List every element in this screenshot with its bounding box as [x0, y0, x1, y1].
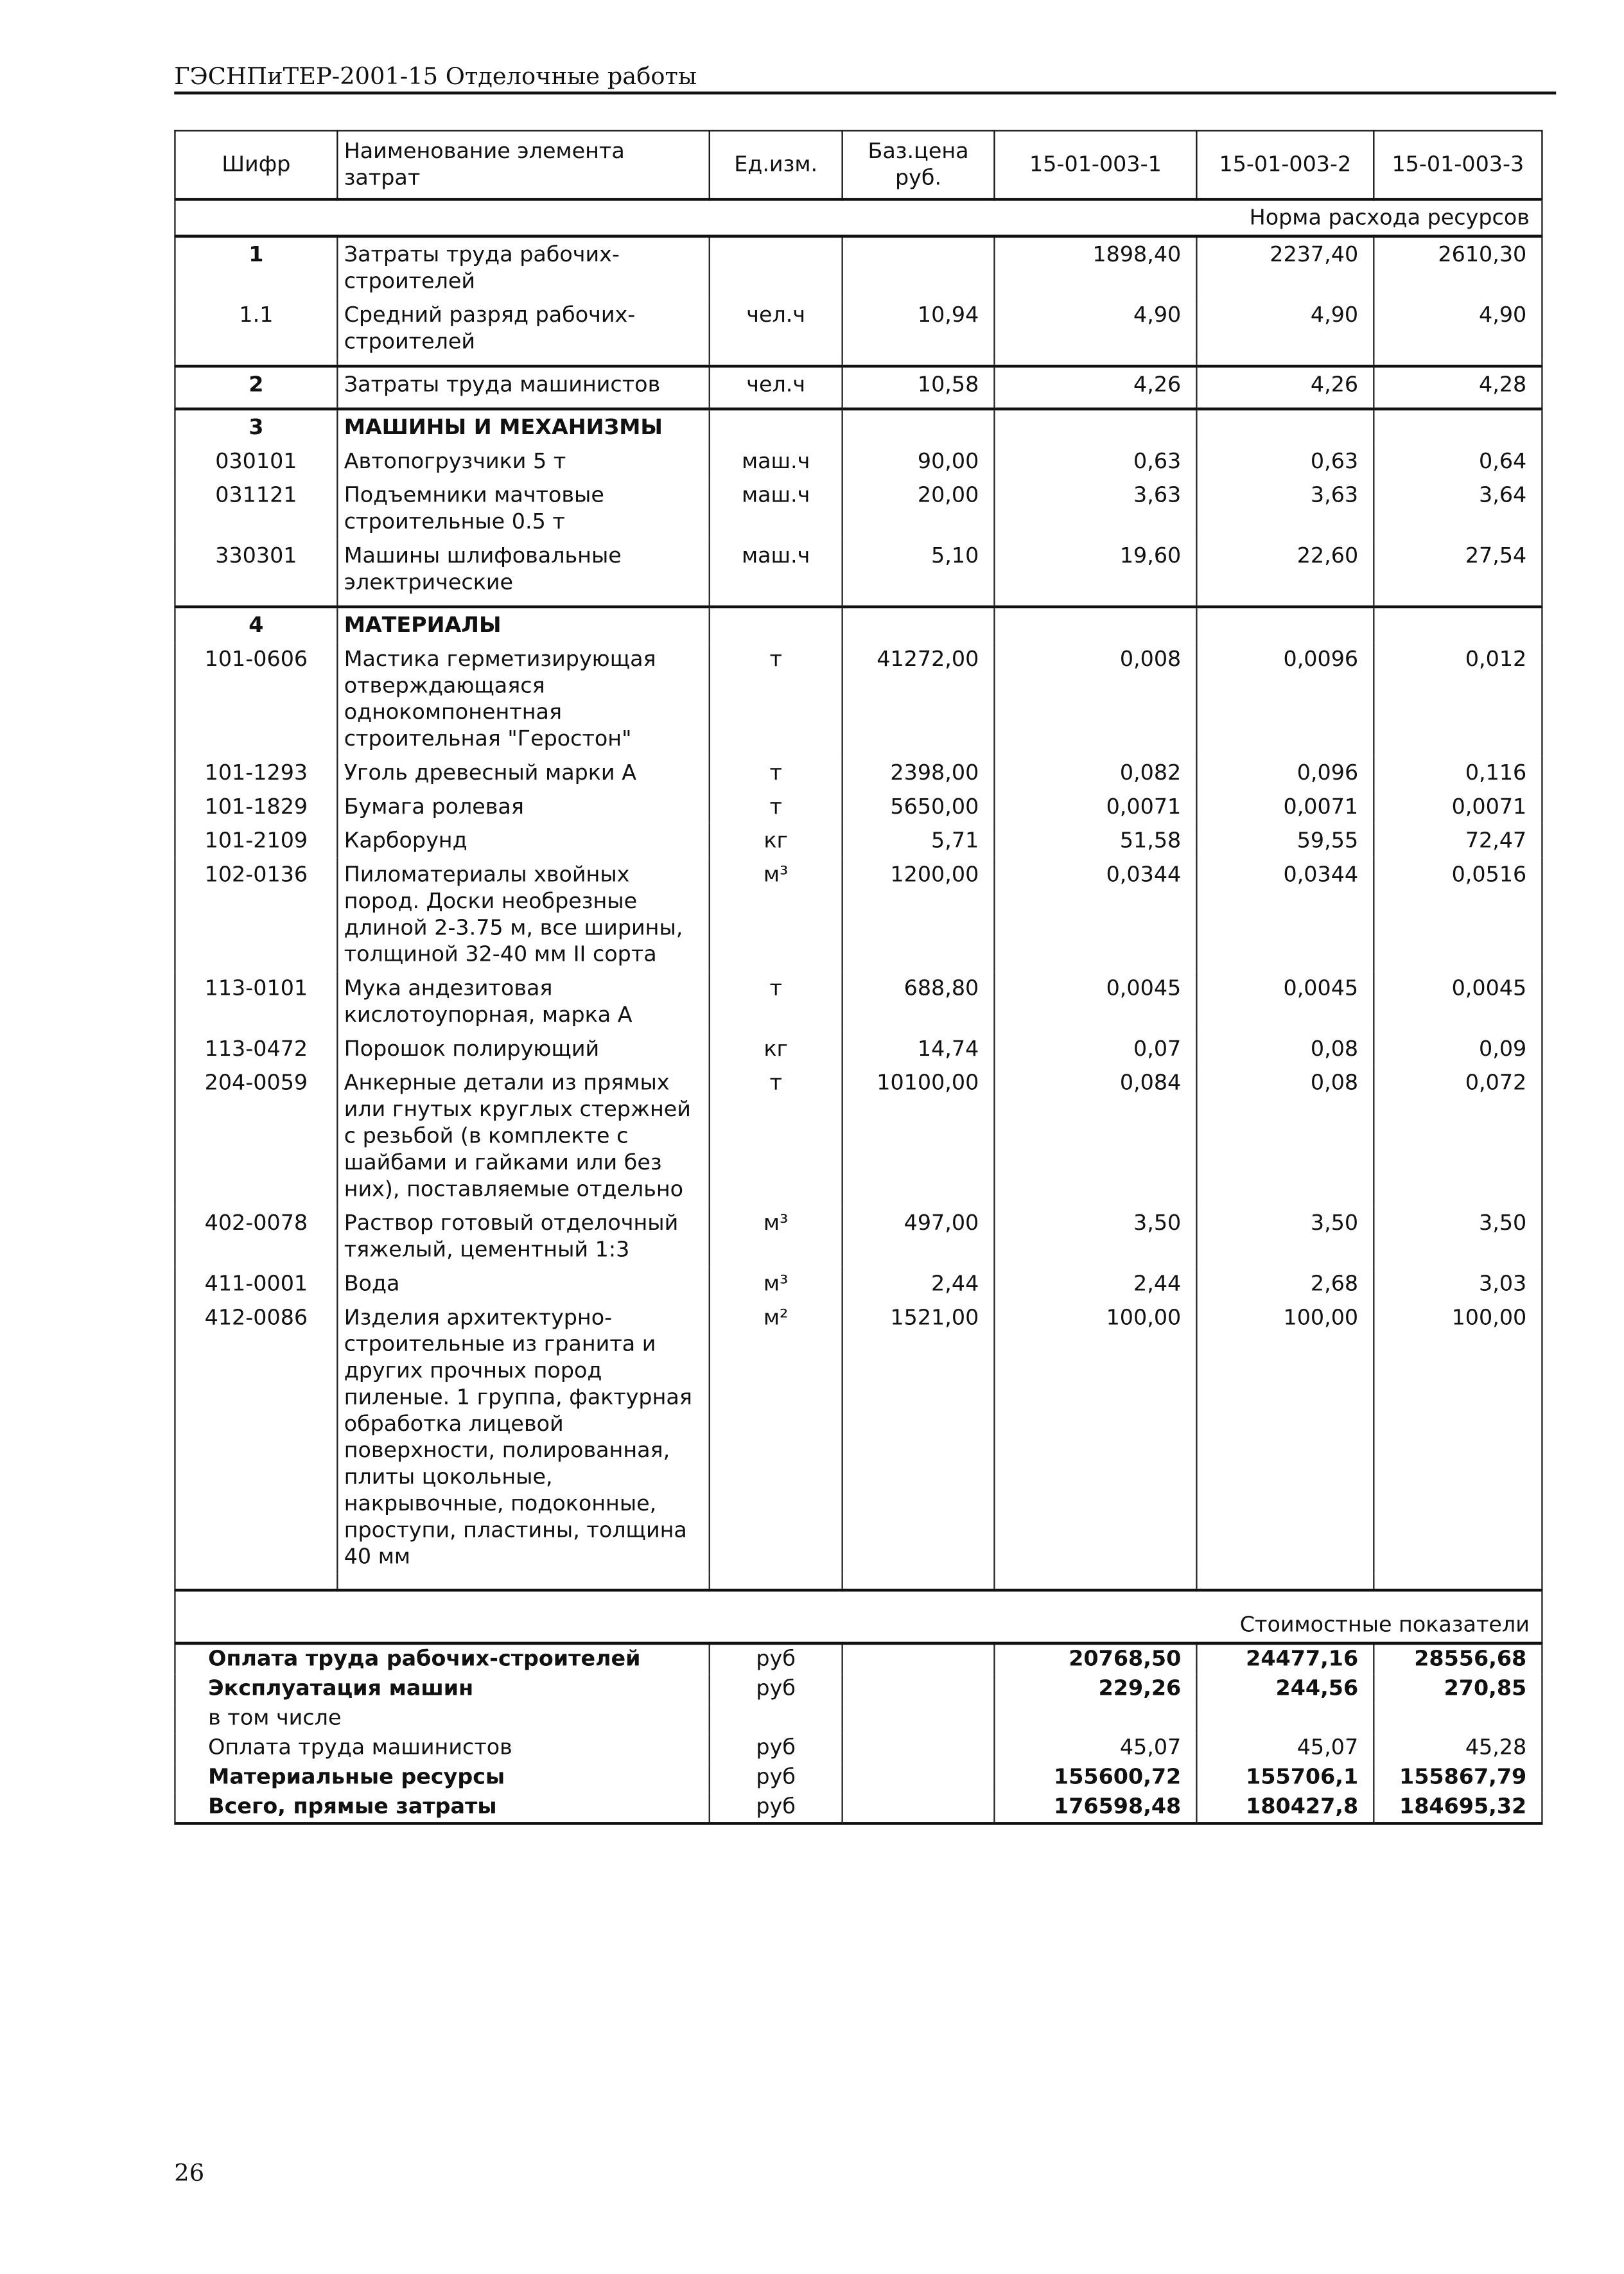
table-row	[175, 972, 1542, 1032]
value-15-01-003-3: 4,90	[1374, 298, 1542, 358]
spacer-cell	[994, 359, 1196, 366]
table-row	[175, 366, 1542, 401]
cost-15-01-003-3-text: 270,85	[1444, 1677, 1527, 1701]
value-15-01-003-2: 0,08	[1196, 1066, 1374, 1206]
column-header: Наименование элемента затрат	[337, 130, 709, 199]
base-price: 497,00	[843, 1206, 995, 1266]
unit: т	[710, 790, 843, 824]
value-15-01-003-3: 0,072	[1374, 1066, 1542, 1206]
base-price: 1200,00	[843, 858, 995, 972]
unit: м³	[710, 858, 843, 972]
cost-15-01-003-2: 45,07	[1196, 1733, 1374, 1763]
base-price: 1521,00	[843, 1301, 995, 1574]
spacer-cell	[337, 599, 709, 606]
cost-unit: руб	[710, 1733, 843, 1763]
base-price	[843, 607, 995, 642]
value-15-01-003-3	[1374, 607, 1542, 642]
cost-row	[175, 1763, 1542, 1792]
spacer-cell	[337, 401, 709, 408]
table-row	[175, 478, 1542, 539]
column-header: 15-01-003-2	[1196, 130, 1374, 199]
table-row	[175, 642, 1542, 756]
cost-15-01-003-2	[1196, 1704, 1374, 1733]
unit: маш.ч	[710, 444, 843, 478]
spacer-cell	[710, 401, 843, 408]
cost-section-title: Стоимостные показатели	[175, 1590, 1542, 1643]
cost-15-01-003-2	[1196, 1674, 1374, 1704]
value-15-01-003-2: 0,096	[1196, 756, 1374, 790]
cost-empty	[843, 1792, 995, 1823]
cost-15-01-003-1: 45,07	[994, 1733, 1196, 1763]
resource-name-text: МАШИНЫ И МЕХАНИЗМЫ	[344, 416, 663, 441]
unit	[710, 409, 843, 444]
running-header: ГЭСНПиТЕР-2001-15 Отделочные работы	[174, 62, 697, 91]
cost-15-01-003-1-text: 20768,50	[1069, 1647, 1182, 1672]
cost-name	[175, 1792, 709, 1823]
resource-name: Раствор готовый отделочный тяжелый, цементный 1:3	[337, 1206, 709, 1266]
table-row	[175, 824, 1542, 858]
cost-name	[175, 1763, 709, 1792]
page-number: 26	[174, 2158, 205, 2187]
resource-code: 030101	[175, 444, 337, 478]
table-row	[175, 858, 1542, 972]
value-15-01-003-1	[994, 607, 1196, 642]
spacer-cell	[710, 359, 843, 366]
base-price: 2398,00	[843, 756, 995, 790]
value-15-01-003-1: 4,90	[994, 298, 1196, 358]
cost-15-01-003-3	[1374, 1704, 1542, 1733]
cost-15-01-003-1-text: 229,26	[1098, 1677, 1182, 1701]
value-15-01-003-3: 2610,30	[1374, 236, 1542, 299]
cost-name-text: Материальные ресурсы	[208, 1765, 505, 1790]
base-price: 14,74	[843, 1032, 995, 1066]
value-15-01-003-3: 0,0516	[1374, 858, 1542, 972]
spacer-cell	[843, 401, 995, 408]
unit	[710, 236, 843, 299]
unit: чел.ч	[710, 366, 843, 401]
value-15-01-003-1: 19,60	[994, 539, 1196, 599]
cost-15-01-003-2	[1196, 1643, 1374, 1674]
cost-15-01-003-2-text: 155706,1	[1246, 1765, 1359, 1790]
table-row	[175, 607, 1542, 642]
cost-empty	[843, 1733, 995, 1763]
value-15-01-003-1: 0,0045	[994, 972, 1196, 1032]
resource-name	[337, 409, 709, 444]
column-header: Баз.цена руб.	[843, 130, 995, 199]
spacer-cell	[994, 401, 1196, 408]
value-15-01-003-1: 1898,40	[994, 236, 1196, 299]
resource-code-text: 2	[249, 373, 264, 398]
base-price	[843, 409, 995, 444]
value-15-01-003-2: 100,00	[1196, 1301, 1374, 1574]
resource-name: Карборунд	[337, 824, 709, 858]
cost-empty	[843, 1704, 995, 1733]
spacer-cell	[1196, 401, 1374, 408]
cost-15-01-003-2-text: 180427,8	[1246, 1795, 1359, 1819]
section-row	[175, 1590, 1542, 1643]
column-header: Шифр	[175, 130, 337, 199]
value-15-01-003-1: 0,082	[994, 756, 1196, 790]
table-row	[175, 1267, 1542, 1301]
resource-code: 411-0001	[175, 1267, 337, 1301]
unit: м³	[710, 1267, 843, 1301]
spacer-row	[175, 599, 1542, 606]
value-15-01-003-3: 100,00	[1374, 1301, 1542, 1574]
value-15-01-003-2: 0,0071	[1196, 790, 1374, 824]
resource-code	[175, 409, 337, 444]
resource-name: Мастика герметизирующая отверждающаяся однокомпонентная строительная "Геростон"	[337, 642, 709, 756]
cost-name: в том числе	[175, 1704, 709, 1733]
unit: чел.ч	[710, 298, 843, 358]
spacer-cell	[175, 359, 337, 366]
value-15-01-003-2: 0,0045	[1196, 972, 1374, 1032]
value-15-01-003-2: 3,50	[1196, 1206, 1374, 1266]
unit: маш.ч	[710, 478, 843, 539]
resource-name: Затраты труда рабочих-строителей	[337, 236, 709, 299]
resource-code-text: 1	[249, 243, 264, 268]
unit: кг	[710, 824, 843, 858]
unit: т	[710, 642, 843, 756]
base-price: 5,71	[843, 824, 995, 858]
value-15-01-003-1: 0,084	[994, 1066, 1196, 1206]
value-15-01-003-2: 0,0096	[1196, 642, 1374, 756]
resource-code	[175, 607, 337, 642]
cost-15-01-003-1	[994, 1643, 1196, 1674]
value-15-01-003-3	[1374, 409, 1542, 444]
cost-15-01-003-1	[994, 1704, 1196, 1733]
cost-15-01-003-2-text: 244,56	[1275, 1677, 1359, 1701]
base-price: 41272,00	[843, 642, 995, 756]
value-15-01-003-3: 0,09	[1374, 1032, 1542, 1066]
cost-row	[175, 1643, 1542, 1674]
column-header: 15-01-003-3	[1374, 130, 1542, 199]
spacer-cell	[994, 599, 1196, 606]
value-15-01-003-1: 0,0344	[994, 858, 1196, 972]
spacer-cell	[175, 1574, 337, 1590]
base-price: 10100,00	[843, 1066, 995, 1206]
cost-name	[175, 1674, 709, 1704]
resource-name: Вода	[337, 1267, 709, 1301]
value-15-01-003-3: 72,47	[1374, 824, 1542, 858]
spacer-cell	[175, 599, 337, 606]
resource-code: 402-0078	[175, 1206, 337, 1266]
cost-15-01-003-1-text: 155600,72	[1054, 1765, 1182, 1790]
resource-name: Уголь древесный марки А	[337, 756, 709, 790]
resource-name	[337, 607, 709, 642]
resource-name: Затраты труда машинистов	[337, 366, 709, 401]
value-15-01-003-1: 0,008	[994, 642, 1196, 756]
value-15-01-003-2	[1196, 607, 1374, 642]
resource-name: Подъемники мачтовые строительные 0.5 т	[337, 478, 709, 539]
spacer-cell	[175, 401, 337, 408]
value-15-01-003-3: 4,28	[1374, 366, 1542, 401]
resource-name: Порошок полирующий	[337, 1032, 709, 1066]
value-15-01-003-3: 3,03	[1374, 1267, 1542, 1301]
value-15-01-003-1: 0,07	[994, 1032, 1196, 1066]
resource-code: 102-0136	[175, 858, 337, 972]
cost-15-01-003-2	[1196, 1763, 1374, 1792]
resource-name: Изделия архитектурно-строительные из гранита и других прочных пород пиленые. 1 группа, фактурная обработка лицевой поверхности, полированная, плиты цокольные, накрывочные, подоконные, проступи, пластины, толщина 40 мм	[337, 1301, 709, 1574]
cost-15-01-003-3	[1374, 1643, 1542, 1674]
cost-15-01-003-3	[1374, 1792, 1542, 1823]
spacer-cell	[1374, 401, 1542, 408]
resource-name-text: МАТЕРИАЛЫ	[344, 614, 502, 638]
resource-code: 113-0101	[175, 972, 337, 1032]
cost-name	[175, 1643, 709, 1674]
resource-name: Пиломатериалы хвойных пород. Доски необрезные длиной 2-3.75 м, все ширины, толщиной 32-40 мм II сорта	[337, 858, 709, 972]
resource-code: 113-0472	[175, 1032, 337, 1066]
cost-15-01-003-3: 45,28	[1374, 1733, 1542, 1763]
value-15-01-003-2: 0,0344	[1196, 858, 1374, 972]
spacer-cell	[337, 359, 709, 366]
value-15-01-003-3: 3,50	[1374, 1206, 1542, 1266]
cost-row	[175, 1733, 1542, 1763]
value-15-01-003-1: 4,26	[994, 366, 1196, 401]
unit: т	[710, 1066, 843, 1206]
value-15-01-003-3: 0,0045	[1374, 972, 1542, 1032]
value-15-01-003-1: 0,0071	[994, 790, 1196, 824]
spacer-cell	[337, 1574, 709, 1590]
norm-section-title: Норма расхода ресурсов	[175, 199, 1542, 236]
value-15-01-003-2: 2,68	[1196, 1267, 1374, 1301]
value-15-01-003-2: 2237,40	[1196, 236, 1374, 299]
cost-empty	[843, 1674, 995, 1704]
value-15-01-003-1: 0,63	[994, 444, 1196, 478]
cost-name-text: Эксплуатация машин	[208, 1677, 474, 1701]
resource-name: Анкерные детали из прямых или гнутых круглых стержней с резьбой (в комплекте с шайбами и гайками или без них), поставляемые отдельно	[337, 1066, 709, 1206]
cost-15-01-003-3-text: 155867,79	[1399, 1765, 1527, 1790]
unit: м²	[710, 1301, 843, 1574]
value-15-01-003-2: 22,60	[1196, 539, 1374, 599]
cost-15-01-003-1	[994, 1674, 1196, 1704]
value-15-01-003-1: 3,63	[994, 478, 1196, 539]
cost-15-01-003-3-text: 28556,68	[1414, 1647, 1527, 1672]
spacer-cell	[994, 1574, 1196, 1590]
resource-name: Средний разряд рабочих-строителей	[337, 298, 709, 358]
cost-unit: руб	[710, 1763, 843, 1792]
spacer-cell	[843, 599, 995, 606]
cost-15-01-003-2-text: 24477,16	[1246, 1647, 1359, 1672]
base-price: 10,58	[843, 366, 995, 401]
unit: маш.ч	[710, 539, 843, 599]
value-15-01-003-3: 0,116	[1374, 756, 1542, 790]
base-price	[843, 236, 995, 299]
spacer-cell	[1374, 359, 1542, 366]
value-15-01-003-2: 4,26	[1196, 366, 1374, 401]
table-row	[175, 1066, 1542, 1206]
cost-15-01-003-1	[994, 1763, 1196, 1792]
value-15-01-003-3: 0,012	[1374, 642, 1542, 756]
base-price: 90,00	[843, 444, 995, 478]
table-row	[175, 236, 1542, 299]
value-15-01-003-2: 0,63	[1196, 444, 1374, 478]
table-header-row	[175, 130, 1542, 199]
resource-name: Автопогрузчики 5 т	[337, 444, 709, 478]
unit	[710, 607, 843, 642]
spacer-cell	[1196, 359, 1374, 366]
header-rule	[174, 92, 1556, 95]
cost-unit	[710, 1704, 843, 1733]
cost-name-text: Всего, прямые затраты	[208, 1795, 497, 1819]
cost-15-01-003-3	[1374, 1674, 1542, 1704]
base-price: 5,10	[843, 539, 995, 599]
value-15-01-003-3: 0,64	[1374, 444, 1542, 478]
cost-row	[175, 1704, 1542, 1733]
resource-name: Бумага ролевая	[337, 790, 709, 824]
table-row	[175, 1206, 1542, 1266]
unit: т	[710, 756, 843, 790]
spacer-cell	[1374, 599, 1542, 606]
value-15-01-003-1	[994, 409, 1196, 444]
value-15-01-003-2: 59,55	[1196, 824, 1374, 858]
table-row	[175, 444, 1542, 478]
resource-code-text: 3	[249, 416, 264, 441]
resource-code: 101-1293	[175, 756, 337, 790]
table-row	[175, 1301, 1542, 1574]
cost-row	[175, 1674, 1542, 1704]
resource-name: Машины шлифовальные электрические	[337, 539, 709, 599]
value-15-01-003-3: 0,0071	[1374, 790, 1542, 824]
table-row	[175, 298, 1542, 358]
base-price: 2,44	[843, 1267, 995, 1301]
base-price: 688,80	[843, 972, 995, 1032]
resource-code: 204-0059	[175, 1066, 337, 1206]
table-row	[175, 409, 1542, 444]
table-row	[175, 539, 1542, 599]
table-row	[175, 756, 1542, 790]
cost-unit: руб	[710, 1674, 843, 1704]
resource-code	[175, 236, 337, 299]
resource-code: 101-2109	[175, 824, 337, 858]
cost-15-01-003-3-text: 184695,32	[1399, 1795, 1527, 1819]
base-price: 10,94	[843, 298, 995, 358]
spacer-cell	[843, 359, 995, 366]
value-15-01-003-2: 4,90	[1196, 298, 1374, 358]
spacer-cell	[1196, 599, 1374, 606]
resource-name: Мука андезитовая кислотоупорная, марка А	[337, 972, 709, 1032]
unit: кг	[710, 1032, 843, 1066]
column-header: 15-01-003-1	[994, 130, 1196, 199]
cost-15-01-003-2	[1196, 1792, 1374, 1823]
base-price: 20,00	[843, 478, 995, 539]
cost-unit: руб	[710, 1792, 843, 1823]
cost-15-01-003-1	[994, 1792, 1196, 1823]
resource-code: 412-0086	[175, 1301, 337, 1574]
base-price: 5650,00	[843, 790, 995, 824]
value-15-01-003-3: 3,64	[1374, 478, 1542, 539]
resource-code: 101-1829	[175, 790, 337, 824]
spacer-cell	[710, 599, 843, 606]
table-row	[175, 1032, 1542, 1066]
unit: т	[710, 972, 843, 1032]
section-row	[175, 199, 1542, 236]
cost-row	[175, 1792, 1542, 1823]
value-15-01-003-3: 27,54	[1374, 539, 1542, 599]
resource-code: 1.1	[175, 298, 337, 358]
cost-unit: руб	[710, 1643, 843, 1674]
spacer-cell	[843, 1574, 995, 1590]
cost-15-01-003-3	[1374, 1763, 1542, 1792]
value-15-01-003-1: 51,58	[994, 824, 1196, 858]
table-row	[175, 790, 1542, 824]
spacer-row	[175, 401, 1542, 408]
spacer-cell	[1196, 1574, 1374, 1590]
spacer-row	[175, 1574, 1542, 1590]
column-header: Ед.изм.	[710, 130, 843, 199]
spacer-cell	[1374, 1574, 1542, 1590]
value-15-01-003-2: 0,08	[1196, 1032, 1374, 1066]
resource-code: 101-0606	[175, 642, 337, 756]
resource-code: 031121	[175, 478, 337, 539]
value-15-01-003-1: 3,50	[994, 1206, 1196, 1266]
value-15-01-003-1: 2,44	[994, 1267, 1196, 1301]
value-15-01-003-2: 3,63	[1196, 478, 1374, 539]
resource-code-text: 4	[249, 614, 264, 638]
unit: м³	[710, 1206, 843, 1266]
spacer-row	[175, 359, 1542, 366]
resource-code: 330301	[175, 539, 337, 599]
spacer-cell	[710, 1574, 843, 1590]
cost-name: Оплата труда машинистов	[175, 1733, 709, 1763]
cost-15-01-003-1-text: 176598,48	[1054, 1795, 1182, 1819]
cost-empty	[843, 1763, 995, 1792]
resource-table	[174, 130, 1542, 1824]
value-15-01-003-1: 100,00	[994, 1301, 1196, 1574]
cost-name-text: Оплата труда рабочих-строителей	[208, 1647, 641, 1672]
cost-empty	[843, 1643, 995, 1674]
resource-code	[175, 366, 337, 401]
value-15-01-003-2	[1196, 409, 1374, 444]
